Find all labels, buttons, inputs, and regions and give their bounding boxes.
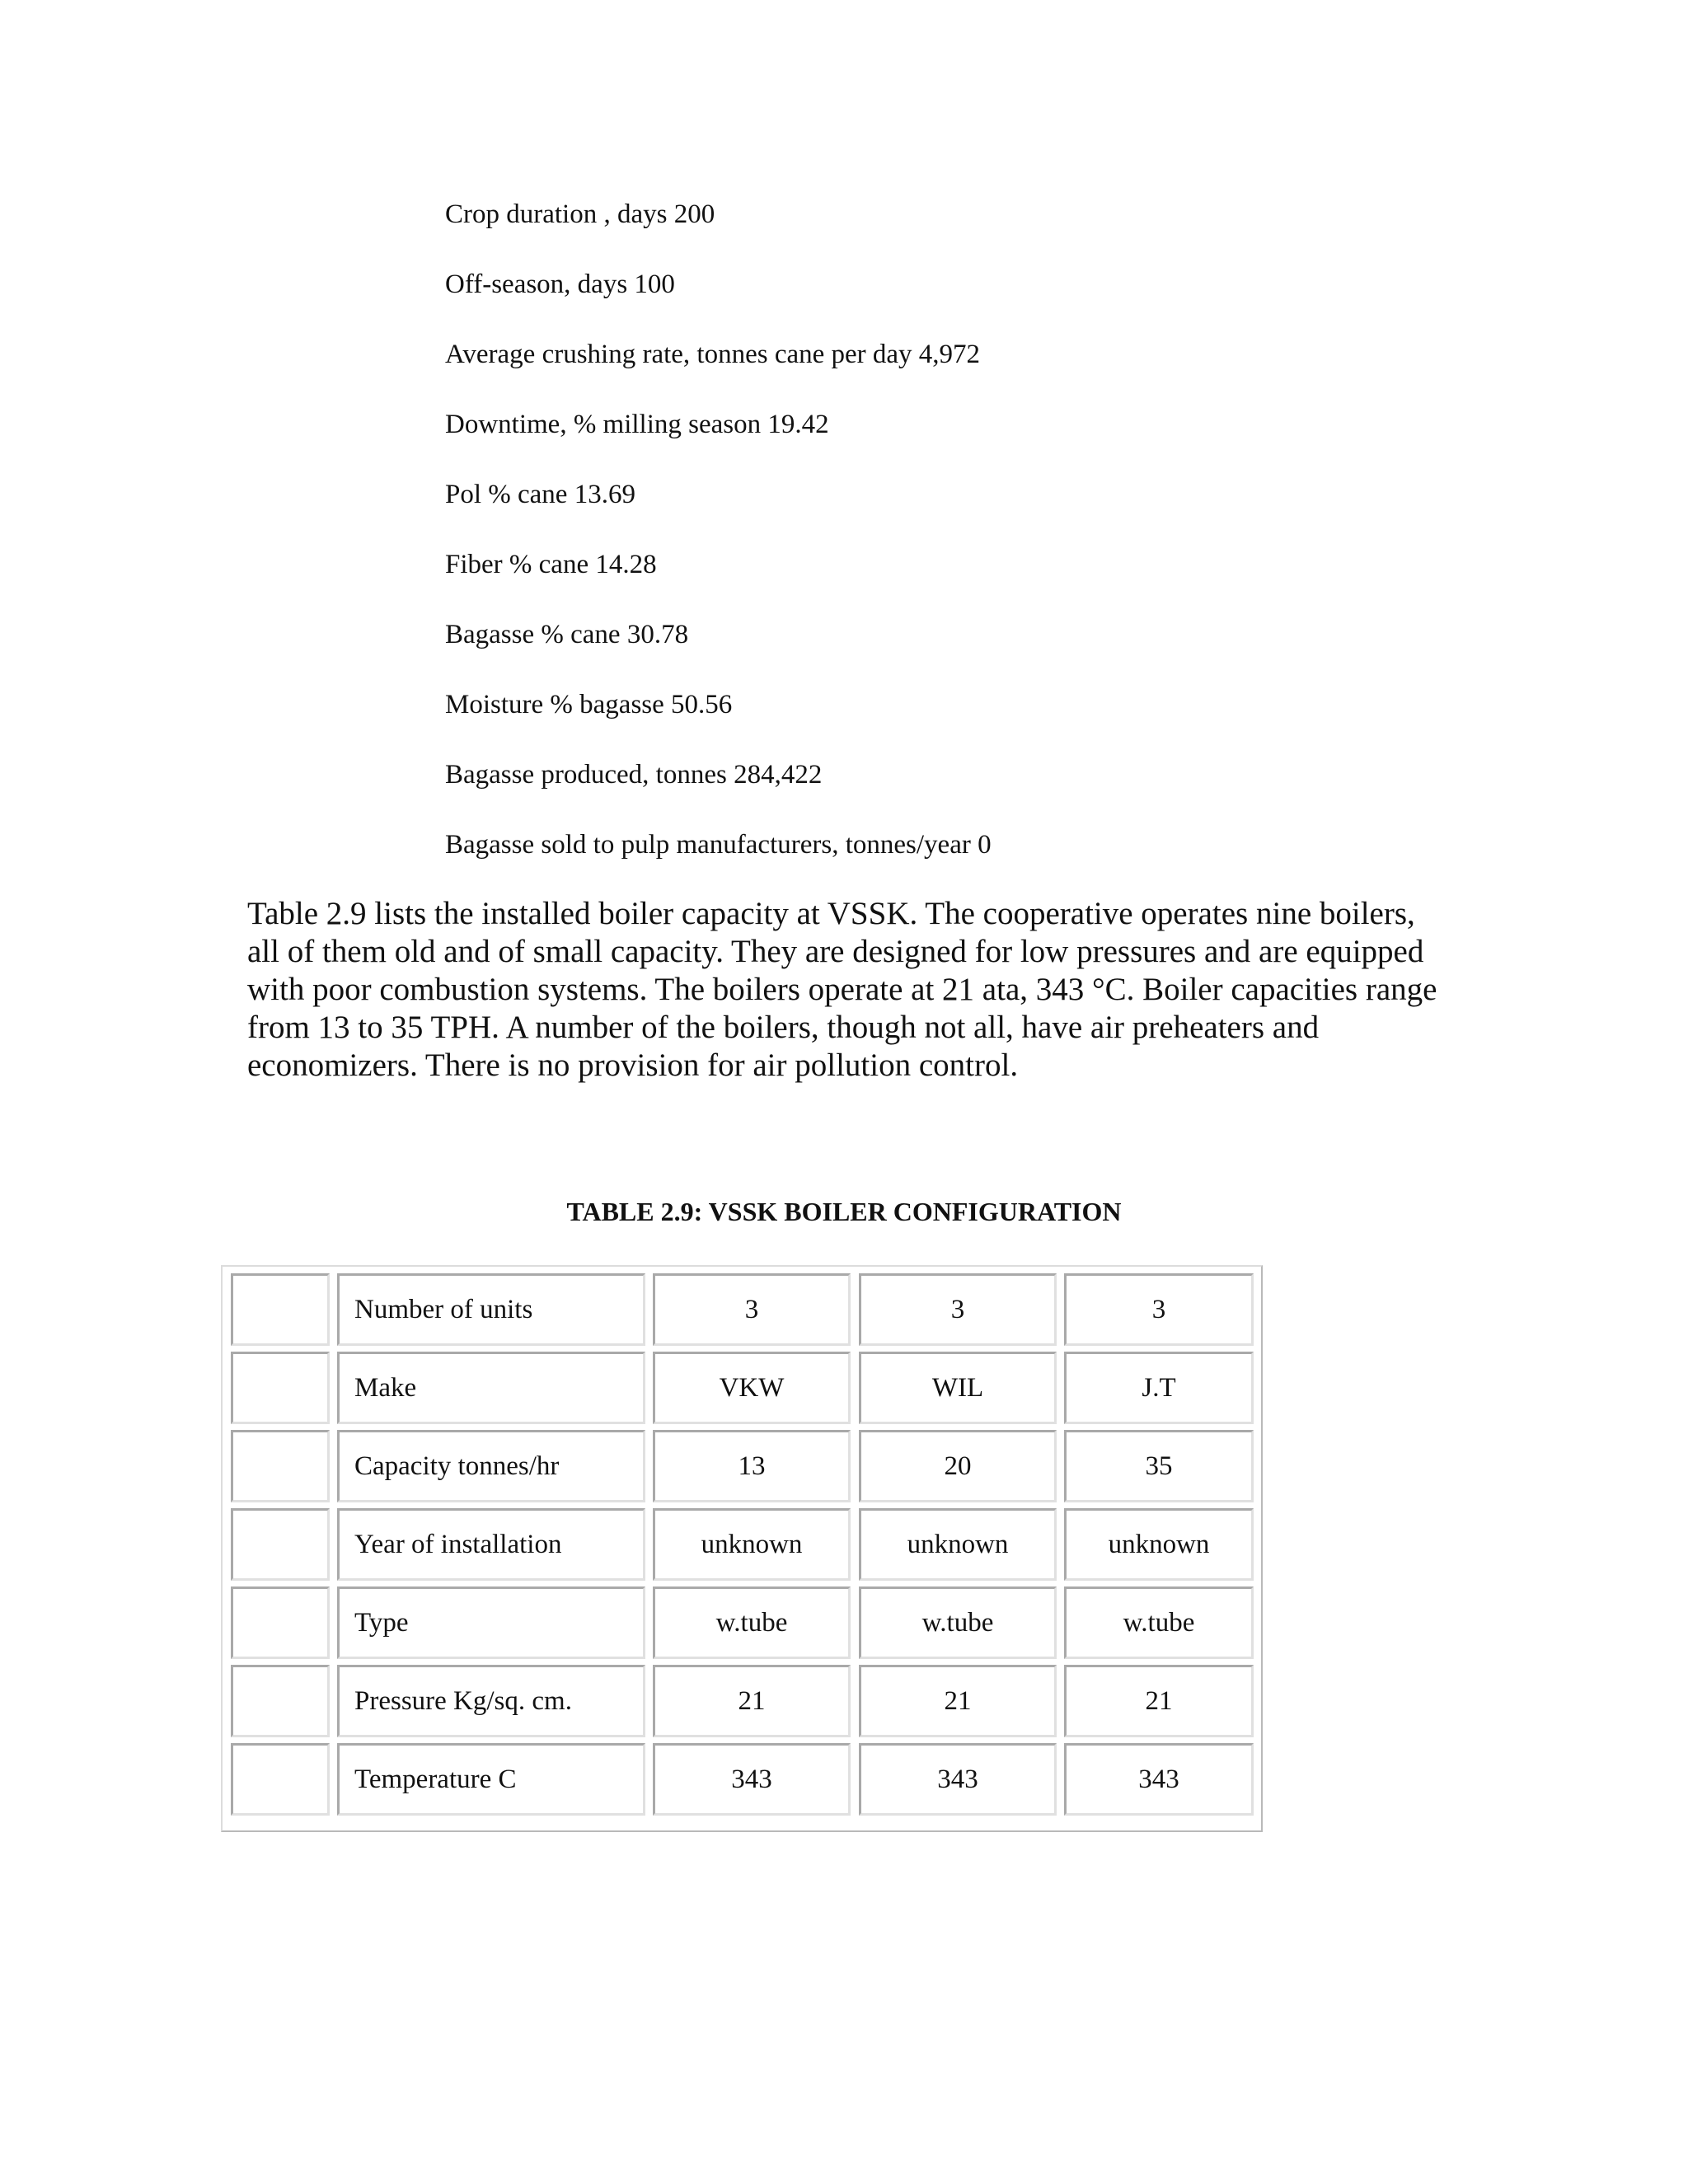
stat-line-moisture-bagasse: Moisture % bagasse 50.56 <box>445 690 733 719</box>
value-cell: w.tube <box>859 1586 1057 1659</box>
value-cell: 343 <box>653 1743 851 1816</box>
table-row-blank-cell <box>231 1430 330 1502</box>
stat-line-off-season: Off-season, days 100 <box>445 269 675 299</box>
value-cell: 20 <box>859 1430 1057 1502</box>
row-label-cell: Year of installation <box>337 1508 645 1581</box>
stat-line-fiber-cane: Fiber % cane 14.28 <box>445 550 657 579</box>
value-cell: 13 <box>653 1430 851 1502</box>
row-label-cell: Number of units <box>337 1273 645 1346</box>
value-cell: w.tube <box>653 1586 851 1659</box>
table-row-blank-cell <box>231 1352 330 1424</box>
stat-line-bagasse-cane: Bagasse % cane 30.78 <box>445 620 689 649</box>
value-cell: 21 <box>1064 1665 1254 1737</box>
table-row-blank-cell <box>231 1508 330 1581</box>
row-label-cell: Type <box>337 1586 645 1659</box>
value-cell: 3 <box>1064 1273 1254 1346</box>
value-cell: 3 <box>653 1273 851 1346</box>
value-cell: J.T <box>1064 1352 1254 1424</box>
row-label-cell: Make <box>337 1352 645 1424</box>
table-row-blank-cell <box>231 1665 330 1737</box>
table-row-blank-cell <box>231 1743 330 1816</box>
value-cell: VKW <box>653 1352 851 1424</box>
stat-line-bagasse-sold: Bagasse sold to pulp manufacturers, tonnes/year 0 <box>445 830 992 860</box>
table-row-blank-cell <box>231 1273 330 1346</box>
value-cell: unknown <box>1064 1508 1254 1581</box>
stat-line-downtime: Downtime, % milling season 19.42 <box>445 410 829 439</box>
row-label-cell: Pressure Kg/sq. cm. <box>337 1665 645 1737</box>
boiler-capacity-paragraph: Table 2.9 lists the installed boiler capacity at VSSK. The cooperative operates nine boilers, all of them old and of small capacity. They are designed for low pressures and are equipped with poor combustion systems. The boilers operate at 21 ata, 343 °C. Boiler capacities range from 13 to 35 TPH. A number of the boilers, though not all, have air preheaters and economizers. There is no provision for air pollution control. <box>247 896 1437 1083</box>
stat-line-crushing-rate: Average crushing rate, tonnes cane per day 4,972 <box>445 340 981 369</box>
table-title: TABLE 2.9: VSSK BOILER CONFIGURATION <box>566 1197 1122 1226</box>
stat-line-crop-duration: Crop duration , days 200 <box>445 199 715 229</box>
value-cell: WIL <box>859 1352 1057 1424</box>
value-cell: w.tube <box>1064 1586 1254 1659</box>
value-cell: 3 <box>859 1273 1057 1346</box>
stat-line-pol-cane: Pol % cane 13.69 <box>445 480 635 509</box>
crop-statistics-list <box>445 191 992 892</box>
value-cell: unknown <box>653 1508 851 1581</box>
value-cell: 343 <box>1064 1743 1254 1816</box>
value-cell: 21 <box>653 1665 851 1737</box>
value-cell: 21 <box>859 1665 1057 1737</box>
stat-line-bagasse-produced: Bagasse produced, tonnes 284,422 <box>445 760 823 790</box>
row-label-cell: Capacity tonnes/hr <box>337 1430 645 1502</box>
row-label-cell: Temperature C <box>337 1743 645 1816</box>
value-cell: 35 <box>1064 1430 1254 1502</box>
value-cell: 343 <box>859 1743 1057 1816</box>
value-cell: unknown <box>859 1508 1057 1581</box>
table-row-blank-cell <box>231 1586 330 1659</box>
